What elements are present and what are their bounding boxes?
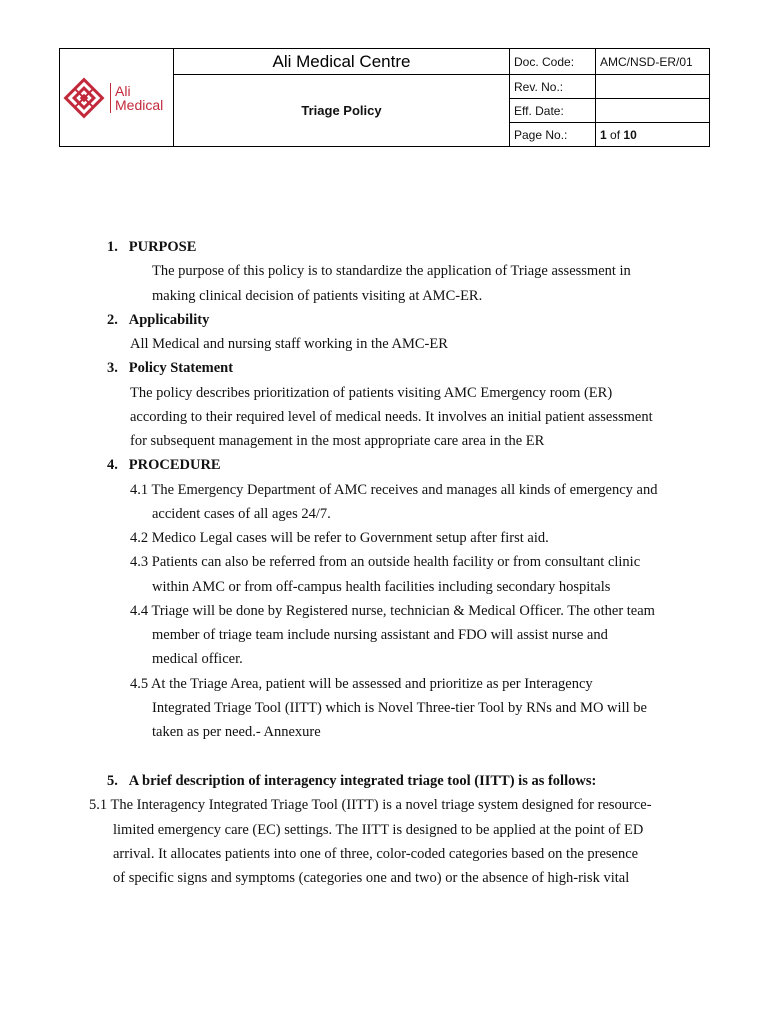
procedure-item-4-1: 4.1 The Emergency Department of AMC receives and manages all kinds of emergency and — [130, 482, 658, 498]
section-2-heading: 2. Applicability — [107, 312, 210, 328]
procedure-item-4-4-cont: medical officer. — [152, 651, 243, 667]
procedure-item-4-3: 4.3 Patients can also be referred from an outside health facility or from consultant clinic — [130, 554, 641, 570]
eff-date-value — [596, 99, 710, 123]
section-4-heading: 4. PROCEDURE — [107, 457, 221, 473]
iitt-item-5-1-cont: of specific signs and symptoms (categories one and two) or the absence of high-risk vital — [113, 870, 630, 886]
procedure-item-4-2: 4.2 Medico Legal cases will be refer to Government setup after first aid. — [130, 530, 549, 546]
section-1-heading: 1. PURPOSE — [107, 239, 197, 255]
rev-no-label: Rev. No.: — [510, 75, 596, 99]
iitt-item-5-1: 5.1 The Interagency Integrated Triage Tool (IITT) is a novel triage system designed for resource- — [89, 797, 652, 813]
eff-date-label: Eff. Date: — [510, 99, 596, 123]
page-no-value: 1 of 10 — [596, 123, 710, 147]
logo-mark-icon — [62, 76, 106, 120]
doc-code-label: Doc. Code: — [510, 49, 596, 75]
section-1-text: making clinical decision of patients visiting at AMC-ER. — [152, 288, 483, 304]
section-1-text: The purpose of this policy is to standardize the application of Triage assessment in — [152, 263, 631, 279]
procedure-item-4-5: 4.5 At the Triage Area, patient will be assessed and prioritize as per Interagency — [130, 676, 593, 692]
section-3-text: The policy describes prioritization of patients visiting AMC Emergency room (ER) — [130, 385, 613, 401]
rev-no-value — [596, 75, 710, 99]
section-3-text: according to their required level of medical needs. It involves an initial patient assessment — [130, 409, 653, 425]
procedure-item-4-5-cont: Integrated Triage Tool (IITT) which is Novel Three-tier Tool by RNs and MO will be — [152, 700, 647, 716]
procedure-item-4-3-cont: within AMC or from off-campus health facilities including secondary hospitals — [152, 579, 611, 595]
logo-cell — [60, 49, 174, 147]
document-header — [59, 48, 710, 147]
procedure-item-4-4-cont: member of triage team include nursing assistant and FDO will assist nurse and — [152, 627, 608, 643]
page-no-label: Page No.: — [510, 123, 596, 147]
section-2-text: All Medical and nursing staff working in the AMC-ER — [130, 336, 448, 352]
section-3-text: for subsequent management in the most appropriate care area in the ER — [130, 433, 545, 449]
procedure-item-4-1-cont: accident cases of all ages 24/7. — [152, 506, 331, 522]
iitt-item-5-1-cont: limited emergency care (EC) settings. The IITT is designed to be applied at the point of ED — [113, 822, 644, 838]
iitt-item-5-1-cont: arrival. It allocates patients into one of three, color-coded categories based on the presence — [113, 846, 639, 862]
ali-medical-logo — [60, 76, 173, 120]
procedure-item-4-4: 4.4 Triage will be done by Registered nurse, technician & Medical Officer. The other team — [130, 603, 655, 619]
document-title: Triage Policy — [174, 75, 510, 147]
section-3-heading: 3. Policy Statement — [107, 360, 234, 376]
organization-name: Ali Medical Centre — [174, 49, 510, 75]
procedure-item-4-5-cont: taken as per need.- Annexure — [152, 724, 321, 740]
doc-code-value: AMC/NSD-ER/01 — [596, 49, 710, 75]
section-5-heading: 5. A brief description of interagency integrated triage tool (IITT) is as follows: — [107, 773, 597, 789]
logo-wordmark: Ali Medical — [115, 82, 164, 113]
